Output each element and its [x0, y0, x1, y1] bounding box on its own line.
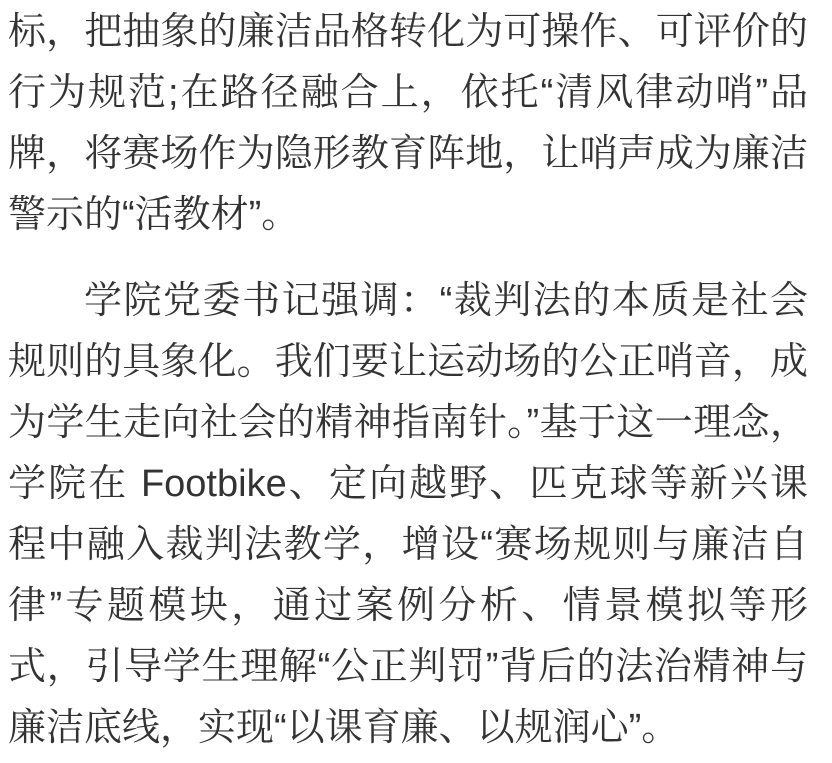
paragraph-secretary-quote: 学院党委书记强调：“裁判法的本质是社会规则的具象化。我们要让运动场的公正哨音，成为学生走向社会的精神指南针。”基于这一理念，学院在 Footbike、定向越野、匹克球等新兴课程中融入裁判法教学，增设“赛场规则与廉洁自律”专题模块，通过案例分析、情景模拟等形式，引导学生理解“公正判罚”背后的法治精神与廉洁底线，实现“以课育廉、以规润心”。: [8, 280, 808, 749]
paragraph-continuation: 标，把抽象的廉洁品格转化为可操作、可评价的行为规范;在路径融合上，依托“清风律动哨”品牌，将赛场作为隐形教育阵地，让哨声成为廉洁警示的“活教材”。: [8, 11, 808, 236]
